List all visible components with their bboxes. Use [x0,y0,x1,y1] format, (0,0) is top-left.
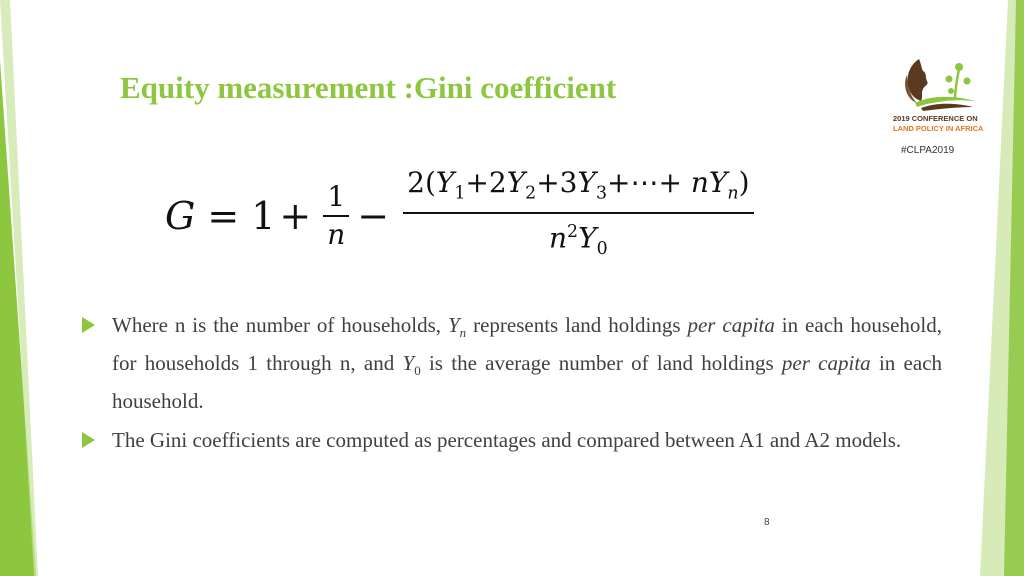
logo-text-line2: LAND POLICY IN AFRICA [893,124,984,133]
b1-emphasis2: per capita [781,351,871,376]
b1-emphasis1: per capita [687,313,775,337]
num-term2: +2 [465,166,507,200]
page-number: 8 [764,517,770,528]
num-y3: Y [577,166,596,200]
bullet-list [82,310,942,464]
formula-equals: = [207,194,240,238]
num-ellipsis: +⋯+ [607,166,682,200]
num-close: ) [738,166,750,200]
gini-formula [165,168,762,264]
logo-text-line1: 2019 CONFERENCE ON [893,114,978,123]
b1-part4: is the average number of land holdings [420,351,782,376]
formula-one: 1 [251,194,276,238]
fraction-main [403,165,753,267]
formula-lhs: G [165,194,196,238]
formula-minus: − [357,194,390,238]
b1-y0: Y [402,351,415,376]
b1-y-sub: n [459,325,467,341]
den-n: n [549,221,568,255]
conference-logo [893,55,993,133]
fraction1-numerator: 1 [327,180,346,213]
num-sub1: 1 [454,183,466,204]
den-y: Y [578,221,597,255]
bullet-item [82,425,942,456]
formula-plus: + [279,194,312,238]
num-y2: Y [506,166,526,200]
bullet-arrow-icon [82,432,95,448]
conference-hashtag: #CLPA2019 [901,145,955,156]
fraction2-numerator [403,165,753,212]
num-subn: n [727,183,739,204]
den-sub: 0 [596,238,608,259]
num-prefix: 2( [407,166,436,200]
b1-part3: in each household, for households 1 through n, and [112,313,943,376]
num-yn: Y [708,166,728,200]
b1-y: Y [447,313,460,337]
b1-part2: represents land holdings [466,313,688,337]
num-n-coef: n [690,166,709,200]
bullet-arrow-icon [82,317,95,333]
b1-part1: Where n is the number of households, [112,313,448,337]
b1-y0-sub: 0 [414,363,421,379]
left-decor-shape [0,0,40,576]
num-sub2: 2 [525,183,537,204]
bullet-item [82,310,942,417]
bullet-text: The Gini coefficients are computed as percentages and compared between A1 and A2 models. [112,428,902,453]
conference-logo-icon [897,55,977,113]
fraction1-denominator: n [327,218,346,251]
b1-part5: in each household. [112,351,943,414]
bullet-text [112,310,942,417]
slide-title: Equity measurement :Gini coefficient [120,70,617,105]
fraction2-denominator [545,214,612,267]
fraction-one-over-n [323,179,349,253]
num-y1: Y [435,166,455,200]
den-sup: 2 [567,221,579,242]
num-sub3: 3 [595,183,608,204]
num-term3: +3 [536,166,578,200]
